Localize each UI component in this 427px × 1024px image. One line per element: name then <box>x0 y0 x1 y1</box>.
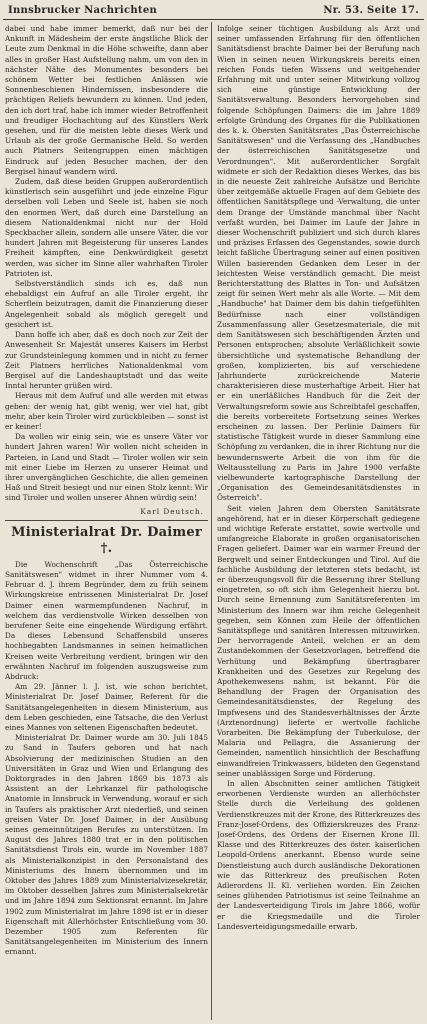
article-paragraph: Zudem, daß diese beiden Gruppen außerordentlich künstlerisch sein ausgeführt und jede einzelne Figur derselben voll Leben und Seele ist, haben sie noch den enormen Wert, daß durch eine Darstellung an diesem Nationaldenkmal nicht nur der Hold Speckbacher allein, sondern alle unsere Väter, die vor hundert Jahren mit Begeisterung für unseres Landes Freiheit kämpften, eine Denkwürdigkeit gesetzt werden, was sicher im Sinne aller wahrhaften Tiroler Patrioten ist. <box>5 177 208 278</box>
page-header <box>0 0 427 20</box>
right-column <box>217 24 420 1020</box>
obituary-paragraph: Seit vielen Jahren dem Obersten Sanitätsrate angehörend, hat er in dieser Körperschaft gediegene und wichtige Referate erstattet, sowie wertvolle und umfangreiche Elaborate in großen organisatorischen Fragen geliefert. Daimer war ein warmer Freund der Bergwelt und seiner Entdeckungen und Tirol. Auf die fachliche Ausbildung der letzteren stets bedacht, ist er überzeugungsvoll für die Besserung ihrer Stellung eingetreten, so oft sich ihm Gelegenheit hierzu bot. Durch seine Ernennung zum Sanitätsreferenten im Ministerium des Innern war ihm reiche Gelegenheit gegeben, sein Können zum Heile der öffentlichen Sanitätspflege und sanitären Interessen mitzuwirken. Der hervorragende Anteil, welchen er an dem Zustandekommen der Gesetzvorlagen, betreffend die Verhütung und Bekämpfung übertragbarer Krankheiten und des Gesetzes zur Regelung des Apothekenwesens nahm, ist bekannt. Für die Behandlung der Fragen der Organisation des Gemeindesanitätsdienstes, der Regelung des Impfwesens und des Standesverhältnisses der Ärzte (Arztenordnung) lieferte er wertvolle fachliche Vorarbeiten. Die Bekämpfung der Tuberkulose, der Malaria und Pellagra, die Assanierung der Gemeinden, namentlich hinsichtlich der Beschaffung einwandfreien Trinkwassers, bildeten den Gegenstand seiner unablässigen Sorge und Förderung. <box>217 503 420 778</box>
obituary-title: Ministerialrat Dr. Daimer †. <box>11 524 202 556</box>
author-signature: Karl Deutsch. <box>140 506 204 516</box>
article-paragraph: Selbstverständlich sinds ich es, daß nun ehebaldigst ein Aufruf an alle Tiroler ergeht, ihr Scherflein beizutragen, damit die Finanzierung dieser Angelegenheit sobald als möglich geregelt und gesichert ist. <box>5 279 208 329</box>
newspaper-name: Innsbrucker Nachrichten <box>8 4 158 16</box>
header-rule <box>3 19 424 20</box>
article-paragraph: Heraus mit dem Aufruf und alle werden mit etwas geben: der wenig hat, gibt wenig, wer viel hat, gibt mehr, aber kein Tiroler wird zurückbleiben — sonst ist er keiner! <box>5 391 208 431</box>
obituary-paragraph: In allen Abschnitten seiner amtlichen Tätigkeit erworbenen Verdienste wurden an allerhöchster Stelle durch die Verleihung des goldenen Verdienstkreuzes mit der Krone, des Ritterkreuzes des Franz-Josef-Ordens, des Offizierskreuzes des Franz-Josef-Ordens, des Ordens der Eisernen Krone III. Klasse und des Ritterkreuzes des öster. kaiserlichen Leopold-Ordens anerkannt. Ebenso wurde seine Dienstleistung auch durch ausländische Dekorationen wie das Ritterkreuz des preußischen Roten Adlerordens II. Kl. verliehen worden. Ein Zeichen seines glühenden Patriotismus ist seine Teilnahme an der Landesverteidigung Tirols im Jahre 1866, wofür er die Kriegsmedaille und die Tiroler Landesverteidigungsmedaille erwarb. <box>217 779 420 931</box>
issue-page-number: Nr. 53. Seite 17. <box>323 4 419 16</box>
left-column <box>5 24 208 1020</box>
obituary-paragraph: Am 29. Jänner l. J. ist, wie schon berichtet, Ministerialrat Dr. Josef Daimer, Referent für die Sanitätsangelegenheiten in diesem Ministerium, aus dem Leben geschieden, eine Tatsache, die den Verlust eines Mannes von seltenen Eigenschaften bedeutet. <box>5 682 208 732</box>
obituary-paragraph: Infolge seiner tüchtigen Ausbildung als Arzt und seiner umfassenden Erfahrung für den öffentlichen Sanitätsdienst brachte Daimer bei der Berufung nach Wien in seinen neuen Wirkungskreis bereits einen reichen Fonds tiefen Wissens und weitgehender Erfahrung mit und unter seiner Mitwirkung vollzog sich eine günstige Entwicklung der Sanitätsverwaltung. Besonders hervorgehoben sind folgende Schöpfungen Daimers: die im Jahre 1889 erfolgte Gründung des Organes für die Publikationen des k. k. Obersten Sanitätsrates „Das Österreichische Sanitätswesen" und die Verfassung des „Handbuches der österreichischen Sanitätsgesetze und Verordnungen". Mit außerordentlicher Sorgfalt widmete er sich der Redaktion dieses Werkes, das bis in die neueste Zeit zahlreiche Aufsätze und Berichte über zeitgemäße aktuelle Fragen auf dem Gebiete des öffentlichen Sanitätspflege und -Verwaltung, die unter dem Drange der Umstände manchmal über Nacht verfaßt wurden, bei Daimer im Laufe der Jahre in dieser Wochenschrift publiziert und sich durch klares und präzises Erfassen des Gegenstandes, sowie durch leicht faßliche Übertragung seiner auf einen positiven Willen basierenden Gedanken dem Leser in der leichtesten Weise verständlich gemacht. Die meist Berichterstattung des Blattes in Ton- und Aufsätzen zeigt für seinen Wert mehr als alle Worte. — Mit dem „Handbuche" hat Daimer dem bis dahin tiefgefühlten Bedürfnisse nach einer vollständigen Zusammenfassung aller Gesetzesmateriale, die mit dem Sanitätswesen sich beschäftigenden Ärzten und Personen entsprochen; absolute Verläßlichkeit sowie übersichtliche und systematische Behandlung der großen, komplizierten, bis auf verschiedene Jahrhunderte zurückreichende Materie charakterisieren diese musterhaftige Arbeit. Hier hat er ein unerläßliches Handbuch für die Zeit der Verwaltungsreform sowie aus Schreibtafel geschaffen, die bereits vorbereitete Fortsetzung seines Werkes erscheinen zu lassen. Der Perlinie Daimers für statistische Tätigkeit wurde in dieser Sammlung eine Schöpfung zu verdanken, die in ihrer Richtung nur die bewundernswerte Arbeit die von ihm für die Weltausstellung zu Paris im Jahre 1900 verfaßte vielbewunderte kartographische Darstellung der „Organisation des Gemeindesanitätsdienstes in Österreich". <box>217 24 420 503</box>
article-paragraph: Dann hoffe ich aber, daß es doch noch zur Zeit der Anwesenheit Sr. Majestät unseres Kaisers im Herbst zur Grundsteinlegung kommen und in nicht zu ferner Zeit Platners herrliches Nationaldenkmal vom Bergisel auf die Landeshauptstadt und das weite Inntal herunter grüßen wird. <box>5 330 208 391</box>
article-paragraph: dabei und habe immer bemerkt, daß nur bei der Ankunft in Mädesheim der erste ängstliche Blick der Leute zum Denkmal in die Höhe schweifte, dann aber alles in großer Hast Aufstellung nahm, um von den in nächster Nähe des Monumentes besonders bei schönem Wetter bei festlichen Anlässen wie Sonnenbeschienen Hindernissen, insbesondere die prächtigen Reliefs bewundern zu können. Und jeden, den ich dort traf, habe ich immer wieder Betroffenheit und freudiger Hochachtung auf des Künstlers Werk gesehen, und für die meisten lebte dieses Werk und Urlaub als der große Germanische Held. So werden auch Platners Seitengruppen einen mächtigen Eindruck auf jeden Besucher machen, der den Bergisel hinauf wandern wird. <box>5 24 208 176</box>
obituary-paragraph: Ministerialrat Dr. Daimer wurde am 30. Juli 1845 zu Sand in Taufers geboren und hat nach Absolvierung der medizinischen Studien an den Universitäten in Graz und Wien und Erlangung des Doktorgrades in den Jahren 1869 bis 1873 als Assistent an der Lehrkanzel für pathologische Anatomie in Innsbruck in Verwendung, worauf er sich in Taufers als praktischer Arzt niederließ, und seinen greisen Vater Dr. Josef Daimer, in der Ausübung seines gemeinnützigen Berufes zu unterstützen. Im August des Jahres 1880 trat er in den politischen Sanitätsdienst Tirols ein, wurde im November 1887 als Ministerialkonzipist in den Personalstand des Ministeriums des Innern übernommen und im Oktober des Jahres 1889 zum Ministerialvizesekretär, im Oktober desselben Jahres zum Ministerialsekretär und im Jahre 1894 zum Sektionsrat ernannt. Im Jahre 1902 zum Ministerialrat im Jahre 1898 ist er in dieser Eigenschaft mit Allerhöchster Entschließung vom 30. Dezember 1905 zum Referenten für Sanitätsangelegenheiten im Ministerium des Innern ernannt. <box>5 733 208 957</box>
column-divider <box>211 22 212 1020</box>
article-separator <box>5 520 208 521</box>
obituary-paragraph: Die Wochenschrift „Das Österreichische Sanitätswesen" widmet in ihrer Nummer vom 4. Februar d. J. ihrem Begründer, dem zu früh seinem Wirkungskreise entrissenen Ministerialrat Dr. Josef Daimer einen warmempfundenen Nachruf, in welchem das verdienstvolle Wirken desselben von berufener Seite eine eingehende Würdigung erfährt. Da dieses Lebensund Schaffensbild unseres hochbegabten Landsmannes in seinen heimatlichen Kreisen weite Verbreitung verdient, bringen wir den erwähnten Nachruf im folgenden auszugsweise zum Abdruck: <box>5 559 208 681</box>
article-paragraph: Da wollen wir einig sein, wie es unsere Väter vor hundert Jahren waren! Wir wollen nicht scheiden in Parteien, in Land und Stadt — Tiroler wollen wir sein mit einer Liebe im Herzen zu unserer Heimat und ihrer unvergänglichen Geschichte, die allen gemeinen Haß und Streit besiegt und nur einen Stolz kennt: Wir sind Tiroler und wollen unserer Ahnen würdig sein! <box>5 432 208 503</box>
